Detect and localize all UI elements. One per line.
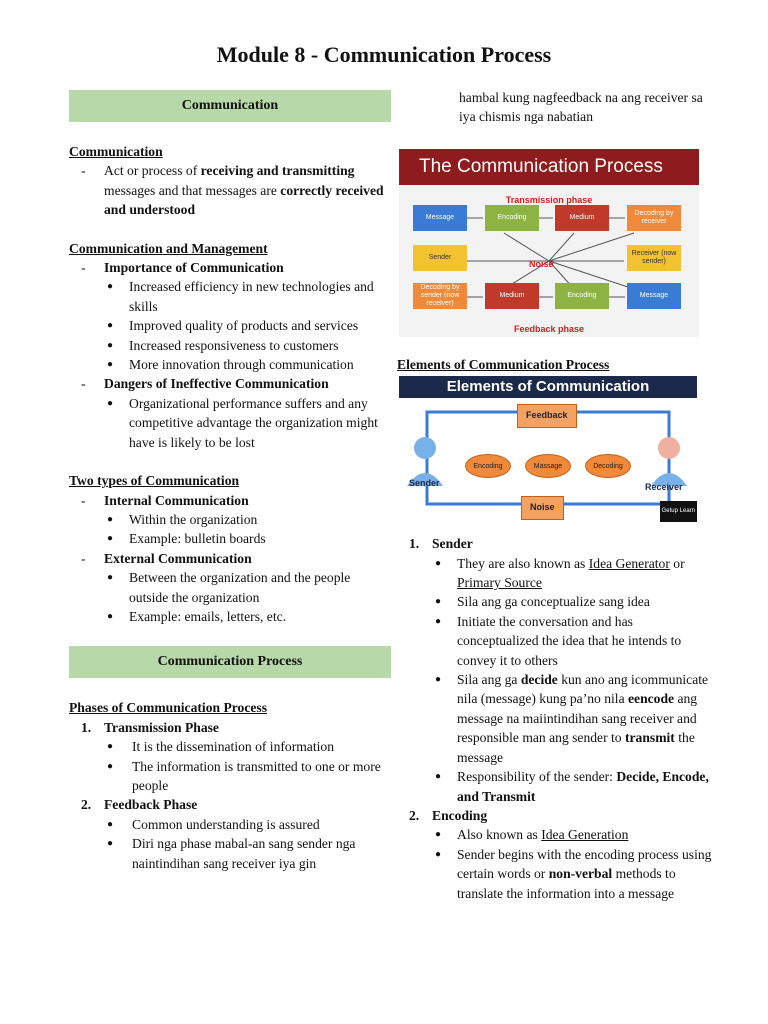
elements-figure: [399, 376, 697, 522]
management-heading: Communication and Management: [69, 240, 268, 256]
fig-box: Receiver (now sender): [627, 245, 681, 271]
section-header-communication: Communication: [69, 90, 391, 122]
encoding-oval: Encoding: [465, 454, 511, 478]
communication-heading: Communication: [69, 144, 163, 159]
dangers-heading: Dangers of Ineffective Communication: [104, 376, 329, 392]
elements-list: 1. Sender ● They are also known as Idea Generator or Primary Source ● Sila ang ga conceptualize sang idea ● Initiate the conversation and has conceptualized the idea that he intends to convey it to others ● Sila ang ga decide kun ano ang icommunicate nila (message) kung pa’no nila eencode ang message na maiintindihan sang receiver and responsible man ang sender to transmit the message ● Responsibility of the sender: Decide, Encode, and Transmit 2. Encoding ● Also known as Idea Generation ● Sender begins with the encoding process using certain words or non-verbal methods to translate the information into a message: [397, 534, 717, 903]
importance-list: [69, 277, 391, 374]
communication-process-figure: [399, 149, 699, 337]
communication-definition: - Act or process of receiving and transmitting messages and that messages are correctly received and understood: [69, 161, 391, 219]
importance-heading: Importance of Communication: [104, 260, 284, 276]
list-item: ● Increased efficiency in new technologies and skills: [69, 277, 391, 316]
list-item: ● The information is transmitted to one or more people: [69, 757, 391, 796]
management-list: [69, 258, 391, 452]
fig-box: Decoding by sender (now receiver): [413, 283, 467, 309]
receiver-label: Receiver: [645, 482, 683, 493]
transmission-phase-heading: Transmission Phase: [104, 719, 219, 735]
list-item: ● Diri nga phase mabal-an sang sender nga naintindihan sang receiver iya gin: [69, 834, 391, 873]
elements-heading: Elements of Communication Process: [397, 356, 610, 372]
encoding-heading: Encoding: [432, 807, 488, 823]
fig-box: Medium: [555, 205, 609, 231]
list-item: ● Example: bulletin boards: [69, 529, 391, 548]
fig-box: Message: [413, 205, 467, 231]
phases-list: 1. Transmission Phase ● It is the dissemination of information ● The information is transmitted to one or more people 2. Feedback Phase ● Common understanding is assured ● Diri nga phase mabal-an sang sender nga naintindihan sang receiver iya gin: [69, 718, 391, 873]
phases-heading: Phases of Communication Process: [69, 700, 267, 716]
list-item: ● Sila ang ga decide kun ano ang icommunicate nila (message) kung pa’no nila eencode ang message na maiintindihan sang receiver and responsible man ang sender to transmit the message: [397, 670, 717, 767]
list-item: ● Common understanding is assured: [69, 815, 391, 834]
noise-label: Noise: [529, 258, 554, 269]
list-item: ● It is the dissemination of information: [69, 737, 391, 756]
decoding-oval: Decoding: [585, 454, 631, 478]
right-column: [397, 88, 717, 903]
fig-box: Decoding by receiver: [627, 205, 681, 231]
list-item: ● Increased responsiveness to customers: [69, 336, 391, 355]
fig-box: Medium: [485, 283, 539, 309]
noise-tag: Noise: [521, 496, 564, 519]
fig-box: Encoding: [555, 283, 609, 309]
list-item: ● Between the organization and the people outside the organization: [69, 568, 391, 607]
logo: Getup Learn: [660, 501, 697, 522]
list-item: ● Responsibility of the sender: Decide, Encode, and Transmit: [397, 767, 717, 806]
internal-heading: Internal Communication: [104, 492, 249, 508]
figure-title: The Communication Process: [399, 149, 699, 185]
fig-box: Encoding: [485, 205, 539, 231]
sender-heading: Sender: [432, 536, 473, 552]
list-item: ● They are also known as Idea Generator or Primary Source: [397, 554, 717, 593]
list-item: ● Initiate the conversation and has conceptualized the idea that he intends to convey it to others: [397, 612, 717, 670]
continued-text: hambal kung nagfeedback na ang receiver sa iya chismis nga nabatian: [459, 90, 703, 125]
list-item: ● Sila ang ga conceptualize sang idea: [397, 592, 717, 611]
external-heading: External Communication: [104, 550, 252, 566]
list-item: ● Within the organization: [69, 510, 391, 529]
feedback-phase-label: Feedback phase: [513, 323, 585, 334]
list-item: ● Improved quality of products and services: [69, 316, 391, 335]
page-title: Module 8 - Communication Process: [216, 42, 552, 67]
dangers-list: [69, 394, 391, 452]
list-item: ● Sender begins with the encoding process using certain words or non-verbal methods to translate the information into a message: [397, 845, 717, 903]
list-item: ● More innovation through communication: [69, 355, 391, 374]
list-item: ● Example: emails, letters, etc.: [69, 607, 391, 626]
communication-definition-list: [69, 161, 391, 219]
figure-title: Elements of Communication: [399, 376, 697, 398]
feedback-tag: Feedback: [517, 404, 577, 427]
section-header-communication-process: Communication Process: [69, 646, 391, 678]
left-column: [69, 90, 391, 873]
types-list: [69, 491, 391, 627]
list-item: ● Organizational performance suffers and any competitive advantage the organization might have is likely to be lost: [69, 394, 391, 452]
sender-label: Sender: [409, 478, 440, 489]
types-heading: Two types of Communication: [69, 473, 240, 489]
transmission-phase-label: Transmission phase: [505, 194, 593, 205]
feedback-phase-heading: Feedback Phase: [104, 797, 198, 813]
massage-oval: Massage: [525, 454, 571, 478]
fig-box: Message: [627, 283, 681, 309]
fig-box: Sender: [413, 245, 467, 271]
list-item: ● Also known as Idea Generation: [397, 825, 717, 844]
